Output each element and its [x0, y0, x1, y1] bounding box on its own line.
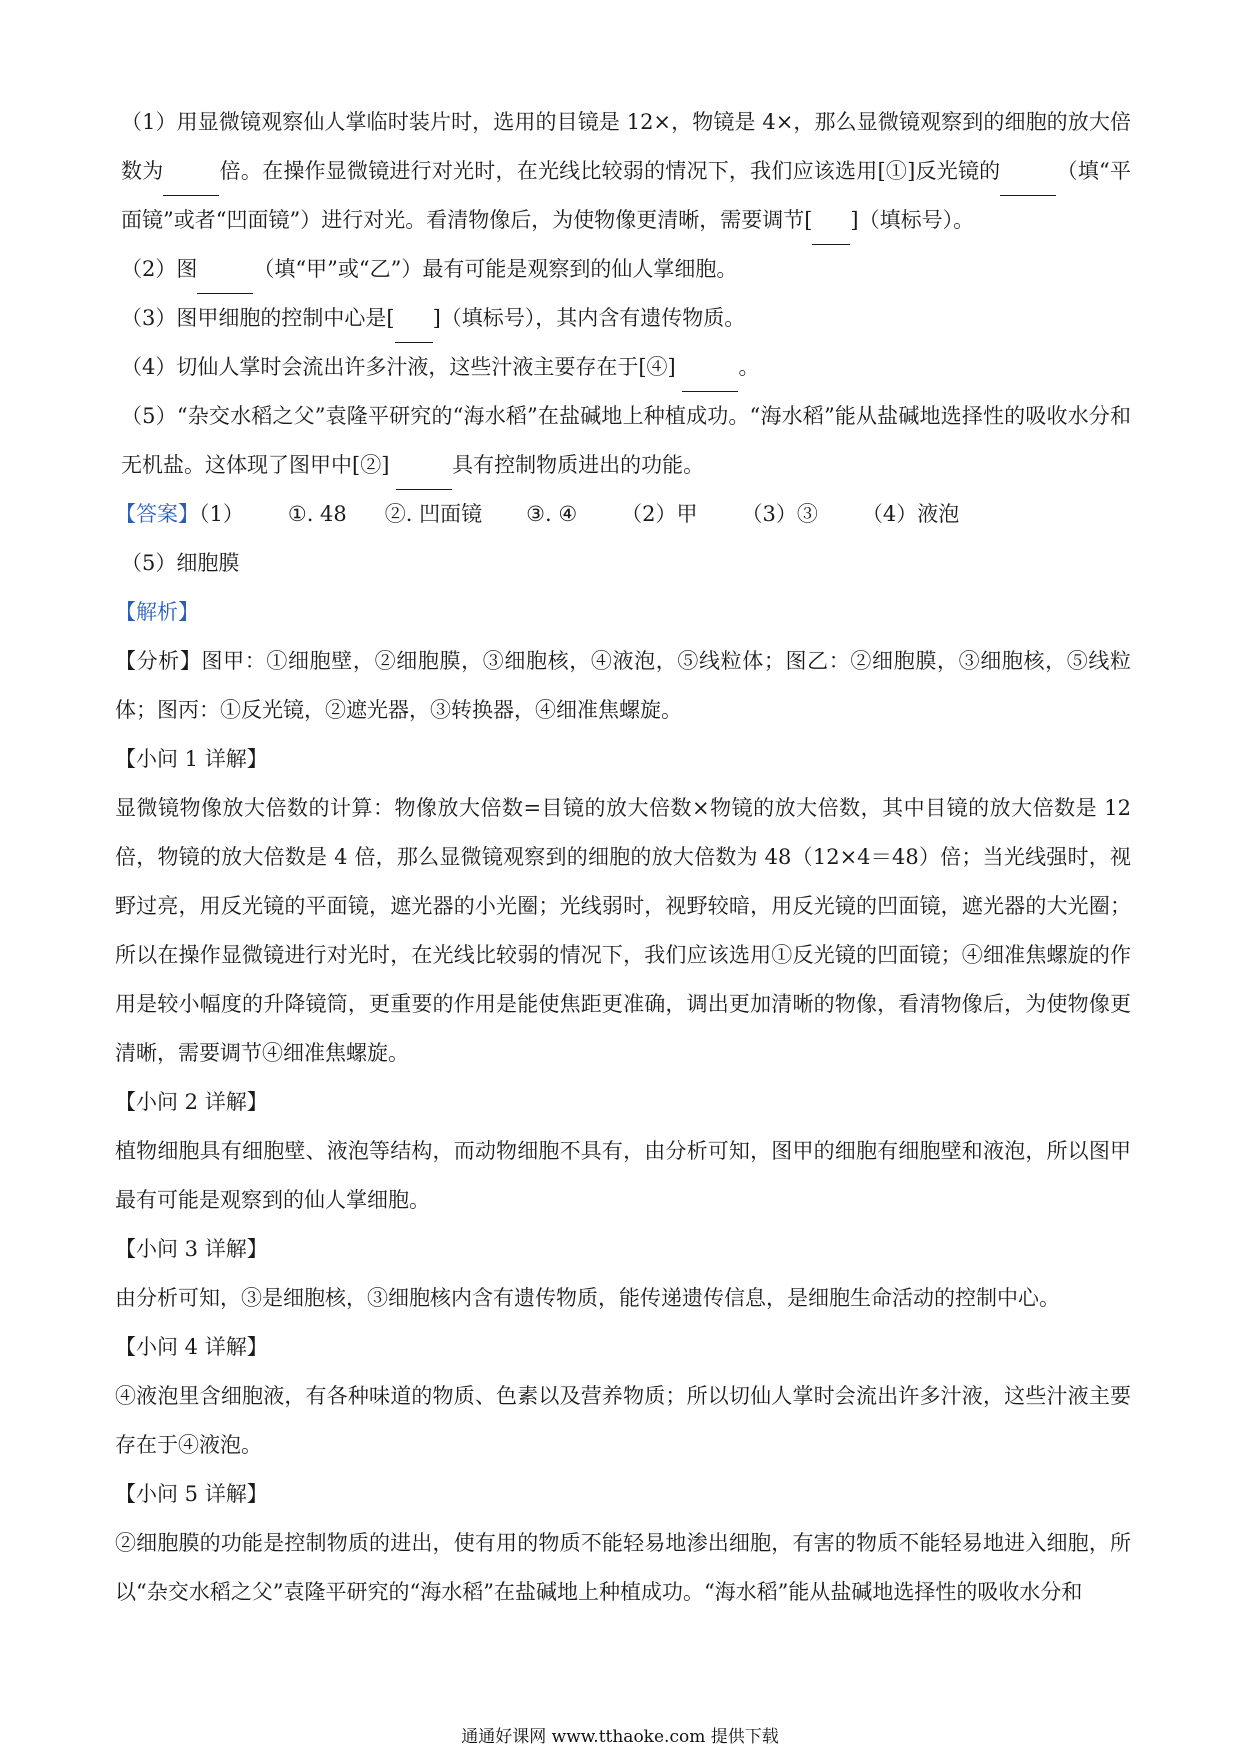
answer-item: ②. 凹面镜: [384, 502, 483, 526]
answer-item: ①. 48: [287, 502, 347, 526]
subquestion-5-body: ②细胞膜的功能是控制物质的进出，使有用的物质不能轻易地渗出细胞，有害的物质不能轻易地进入细胞，所以“杂交水稻之父”袁隆平研究的“海水稻”在盐碱地上种植成功。“海水稻”能从盐碱地选择性的吸收水分和: [115, 1531, 1131, 1604]
answer-label: 【答案】: [115, 502, 199, 526]
document-content: [115, 98, 1131, 1617]
answer-item: （2）甲: [621, 502, 698, 526]
answer-item: （3）③: [741, 502, 818, 526]
subquestion-2-title: 【小问 2 详解】: [115, 1090, 268, 1114]
subquestion-3-body: 由分析可知，③是细胞核，③细胞核内含有遗传物质，能传递遗传信息，是细胞生命活动的控制中心。: [115, 1286, 1060, 1310]
subquestion-1-title: 【小问 1 详解】: [115, 747, 268, 771]
question-5: （5）“杂交水稻之父”袁隆平研究的“海水稻”在盐碱地上种植成功。“海水稻”能从盐碱地选择性的吸收水分和无机盐。这体现了图甲中[②] 具有控制物质进出的功能。: [115, 392, 1131, 490]
question-1: （1）用显微镜观察仙人掌临时装片时，选用的目镜是 12×，物镜是 4×，那么显微镜观察到的细胞的放大倍数为 倍。在操作显微镜进行对光时，在光线比较弱的情况下，我们应该选用[①]反光镜的 （填“平面镜”或者“凹面镜”）进行对光。看清物像后，为使物像更清晰，需要调节[ ]（填标号）。: [115, 98, 1131, 245]
subquestion-4-body: ④液泡里含细胞液，有各种味道的物质、色素以及营养物质；所以切仙人掌时会流出许多汁液，这些汁液主要存在于④液泡。: [115, 1384, 1131, 1457]
subquestion-5-title: 【小问 5 详解】: [115, 1482, 268, 1506]
analysis-label: 【解析】: [115, 600, 199, 624]
subquestion-4-title: 【小问 4 详解】: [115, 1335, 268, 1359]
answer-blank: [396, 466, 452, 490]
answer-blank: [812, 221, 850, 245]
question-3: （3）图甲细胞的控制中心是[ ]（填标号），其内含有遗传物质。: [115, 294, 1131, 343]
answer-item: （1）: [199, 502, 244, 526]
page-footer: 通通好课网 www.tthaoke.com 提供下载: [461, 1727, 779, 1747]
subquestion-3-title: 【小问 3 详解】: [115, 1237, 268, 1261]
analysis-fenxi: 【分析】图甲：①细胞壁，②细胞膜，③细胞核，④液泡，⑤线粒体；图乙：②细胞膜，③细胞核，⑤线粒体；图丙：①反光镜，②遮光器，③转换器，④细准焦螺旋。: [115, 649, 1131, 722]
answer-item: （4）液泡: [861, 502, 960, 526]
answer-blank: [682, 368, 738, 392]
answer-item-5: （5）细胞膜: [121, 551, 240, 575]
subquestion-2-body: 植物细胞具有细胞壁、液泡等结构，而动物细胞不具有，由分析可知，图甲的细胞有细胞壁和液泡，所以图甲最有可能是观察到的仙人掌细胞。: [115, 1139, 1131, 1212]
question-4: （4）切仙人掌时会流出许多汁液，这些汁液主要存在于[④] 。: [115, 343, 1131, 392]
answer-blank: [1000, 172, 1056, 196]
answer-item: ③. ④: [526, 502, 578, 526]
answer-blank: [395, 319, 433, 343]
answer-row: [115, 490, 1131, 539]
answer-blank: [197, 270, 253, 294]
subquestion-1-body: 显微镜物像放大倍数的计算：物像放大倍数=目镜的放大倍数×物镜的放大倍数，其中目镜的放大倍数是 12 倍，物镜的放大倍数是 4 倍，那么显微镜观察到的细胞的放大倍数为 48（12×4＝48）倍；当光线强时，视野过亮，用反光镜的平面镜，遮光器的小光圈；光线弱时，视野较暗，用反光镜的凹面镜，遮光器的大光圈；所以在操作显微镜进行对光时，在光线比较弱的情况下，我们应该选用①反光镜的凹面镜；④细准焦螺旋的作用是较小幅度的升降镜筒，更重要的作用是能使焦距更准确，调出更加清晰的物像，看清物像后，为使物像更清晰，需要调节④细准焦螺旋。: [115, 796, 1131, 1065]
question-2: （2）图 （填“甲”或“乙”）最有可能是观察到的仙人掌细胞。: [115, 245, 1131, 294]
answer-blank: [163, 172, 219, 196]
